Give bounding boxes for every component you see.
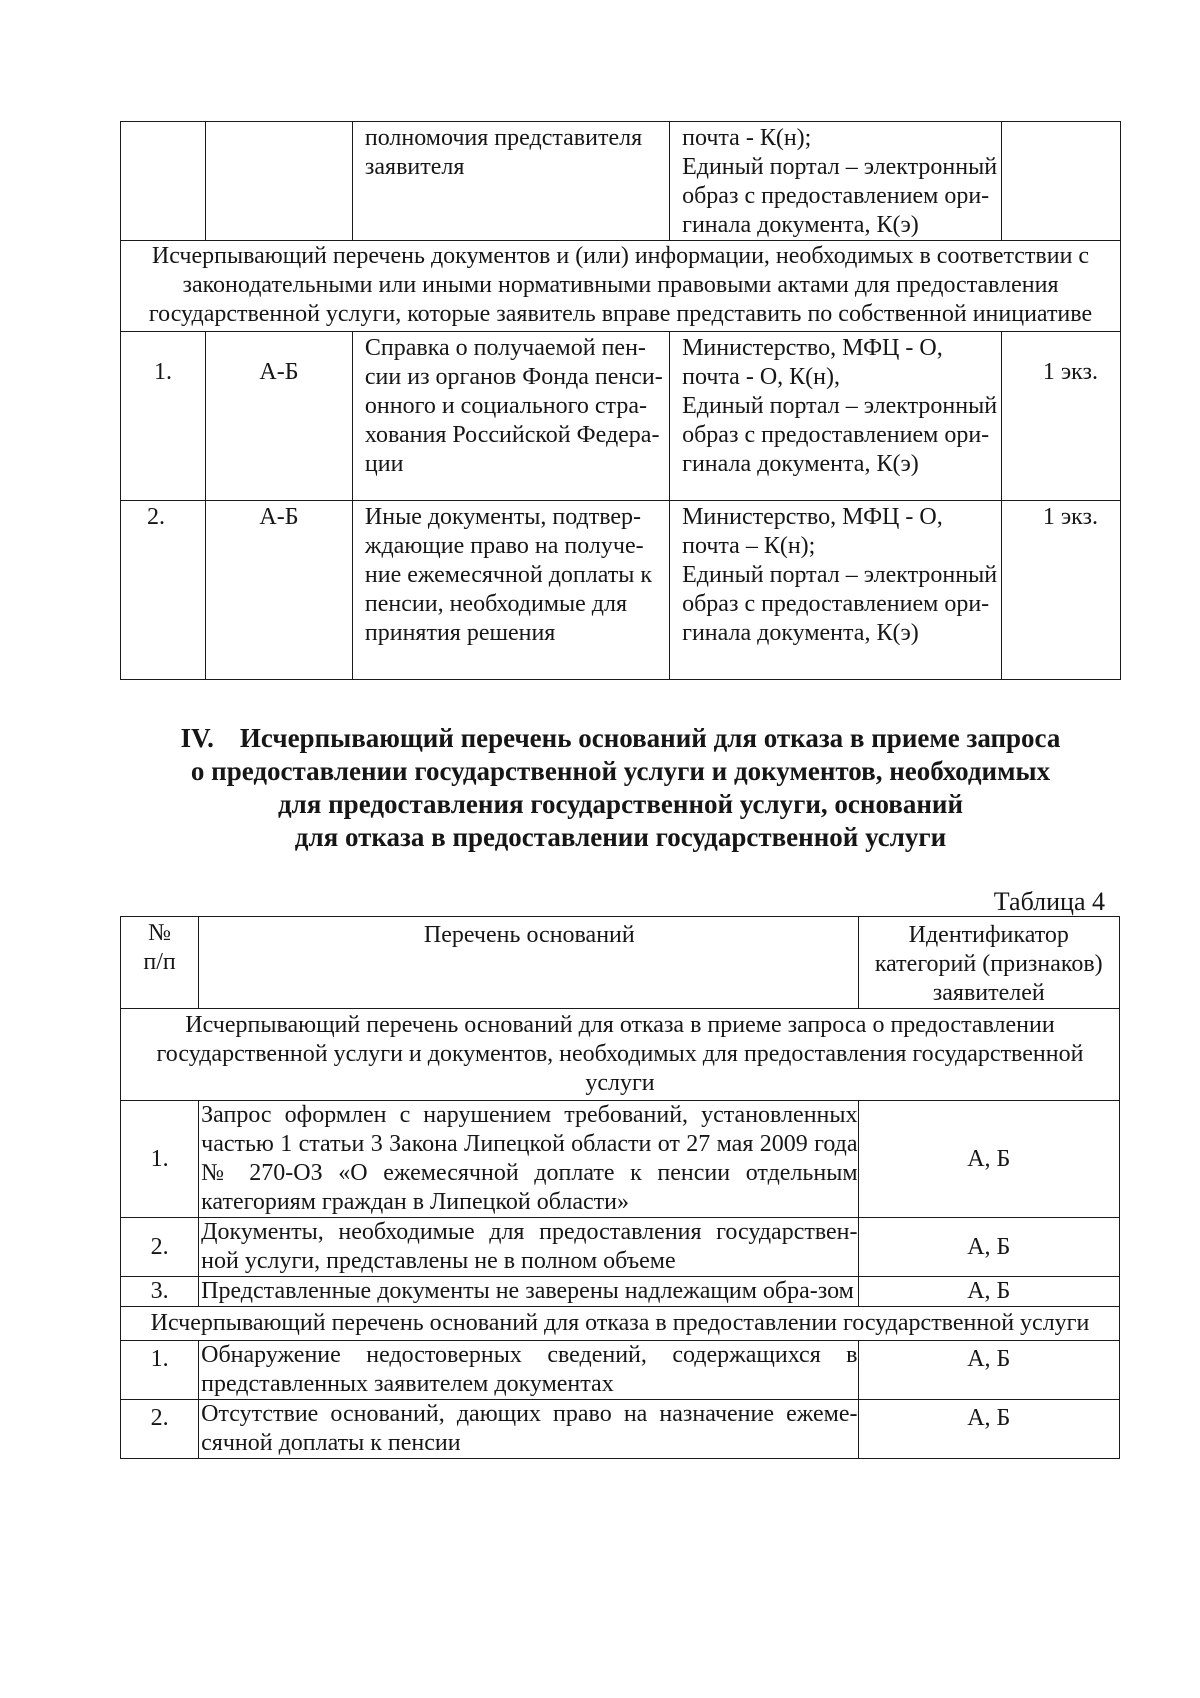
ground-text-cell: Запрос оформлен с нарушением требований, установленных частью 1 статьи 3 Закона Липецкой области от 27 мая 2009 года № 270-ОЗ «О ежемесячной доплате к пенсии отдельным категориям граждан в Липецкой области»	[199, 1101, 858, 1218]
document-cell: полномочия представителя заявителя	[352, 122, 669, 241]
table-group-row	[121, 1009, 1120, 1101]
row-number-cell: 3.	[121, 1277, 199, 1307]
submission-method-cell: Министерство, МФЦ - О, почта - О, К(н), Единый портал – электронный образ с предоставлением ори- гинала документа, К(э)	[670, 332, 1002, 501]
section-heading	[120, 722, 1121, 854]
category-cell: А-Б	[205, 501, 352, 680]
identifier-cell: А, Б	[858, 1341, 1119, 1400]
section-heading-line: IV. Исчерпывающий перечень оснований для отказа в приеме запроса	[180, 723, 1061, 753]
row-number-cell: 1.	[121, 1101, 199, 1218]
category-cell: А-Б	[205, 332, 352, 501]
ground-text-cell: Документы, необходимые для предоставления государствен-ной услуги, представлены не в полном объеме	[199, 1218, 858, 1277]
table-header-row	[121, 917, 1120, 1009]
section-heading-line: о предоставлении государственной услуги и документов, необходимых	[190, 756, 1051, 786]
documents-table	[120, 121, 1121, 680]
category-cell	[205, 122, 352, 241]
identifier-cell: А, Б	[858, 1218, 1119, 1277]
row-number-cell: 1.	[121, 332, 206, 501]
header-number: № п/п	[121, 917, 199, 1009]
row-number-cell: 2.	[121, 1400, 199, 1459]
submission-method-cell: почта - К(н); Единый портал – электронный образ с предоставлением ори- гинала документа, К(э)	[670, 122, 1002, 241]
document-cell: Иные документы, подтвер- ждающие право на получе- ние ежемесячной доплаты к пенсии, необходимые для принятия решения	[352, 501, 669, 680]
ground-text-cell: Отсутствие оснований, дающих право на назначение ежеме-сячной доплаты к пенсии	[199, 1400, 858, 1459]
identifier-cell: А, Б	[858, 1101, 1119, 1218]
header-identifier: Идентификатор категорий (признаков) заявителей	[858, 917, 1119, 1009]
table-row	[121, 1101, 1120, 1218]
document-cell: Справка о получаемой пен- сии из органов Фонда пенси- онного и социального стра- хования Российской Федера- ции	[352, 332, 669, 501]
table-row	[121, 1341, 1120, 1400]
identifier-cell: А, Б	[858, 1400, 1119, 1459]
row-number-cell	[121, 122, 206, 241]
ground-text-cell: Представленные документы не заверены надлежащим обра-зом	[199, 1277, 858, 1307]
group-heading: Исчерпывающий перечень документов и (или) информации, необходимых в соответствии с законодательными или иными нормативными правовыми актами для предоставления государственной услуги, которые заявитель вправе представить по собственной инициативе	[121, 241, 1121, 332]
table-row	[121, 1277, 1120, 1307]
table-row	[121, 122, 1121, 241]
quantity-cell	[1002, 122, 1121, 241]
header-grounds: Перечень оснований	[199, 917, 858, 1009]
row-number-cell: 2.	[121, 501, 206, 680]
table-caption: Таблица 4	[993, 887, 1105, 916]
table-row	[121, 501, 1121, 680]
table-row	[121, 1400, 1120, 1459]
table-row	[121, 332, 1121, 501]
quantity-cell: 1 экз.	[1002, 501, 1121, 680]
ground-text-cell: Обнаружение недостоверных сведений, содержащихся в представленных заявителем документах	[199, 1341, 858, 1400]
row-number-cell: 1.	[121, 1341, 199, 1400]
group-heading: Исчерпывающий перечень оснований для отказа в приеме запроса о предоставлении государственной услуги и документов, необходимых для предоставления государственной услуги	[121, 1009, 1120, 1101]
section-number: IV.	[180, 723, 214, 753]
table-row	[121, 1218, 1120, 1277]
group-heading: Исчерпывающий перечень оснований для отказа в предоставлении государственной услуги	[121, 1307, 1120, 1341]
section-heading-line: для предоставления государственной услуги, оснований	[277, 789, 964, 819]
quantity-cell: 1 экз.	[1002, 332, 1121, 501]
table-group-row	[121, 241, 1121, 332]
section-heading-line: для отказа в предоставлении государственной услуги	[294, 822, 947, 852]
refusal-grounds-table	[120, 916, 1120, 1459]
row-number-cell: 2.	[121, 1218, 199, 1277]
identifier-cell: А, Б	[858, 1277, 1119, 1307]
table-group-row	[121, 1307, 1120, 1341]
submission-method-cell: Министерство, МФЦ - О, почта – К(н); Единый портал – электронный образ с предоставлением ори- гинала документа, К(э)	[670, 501, 1002, 680]
